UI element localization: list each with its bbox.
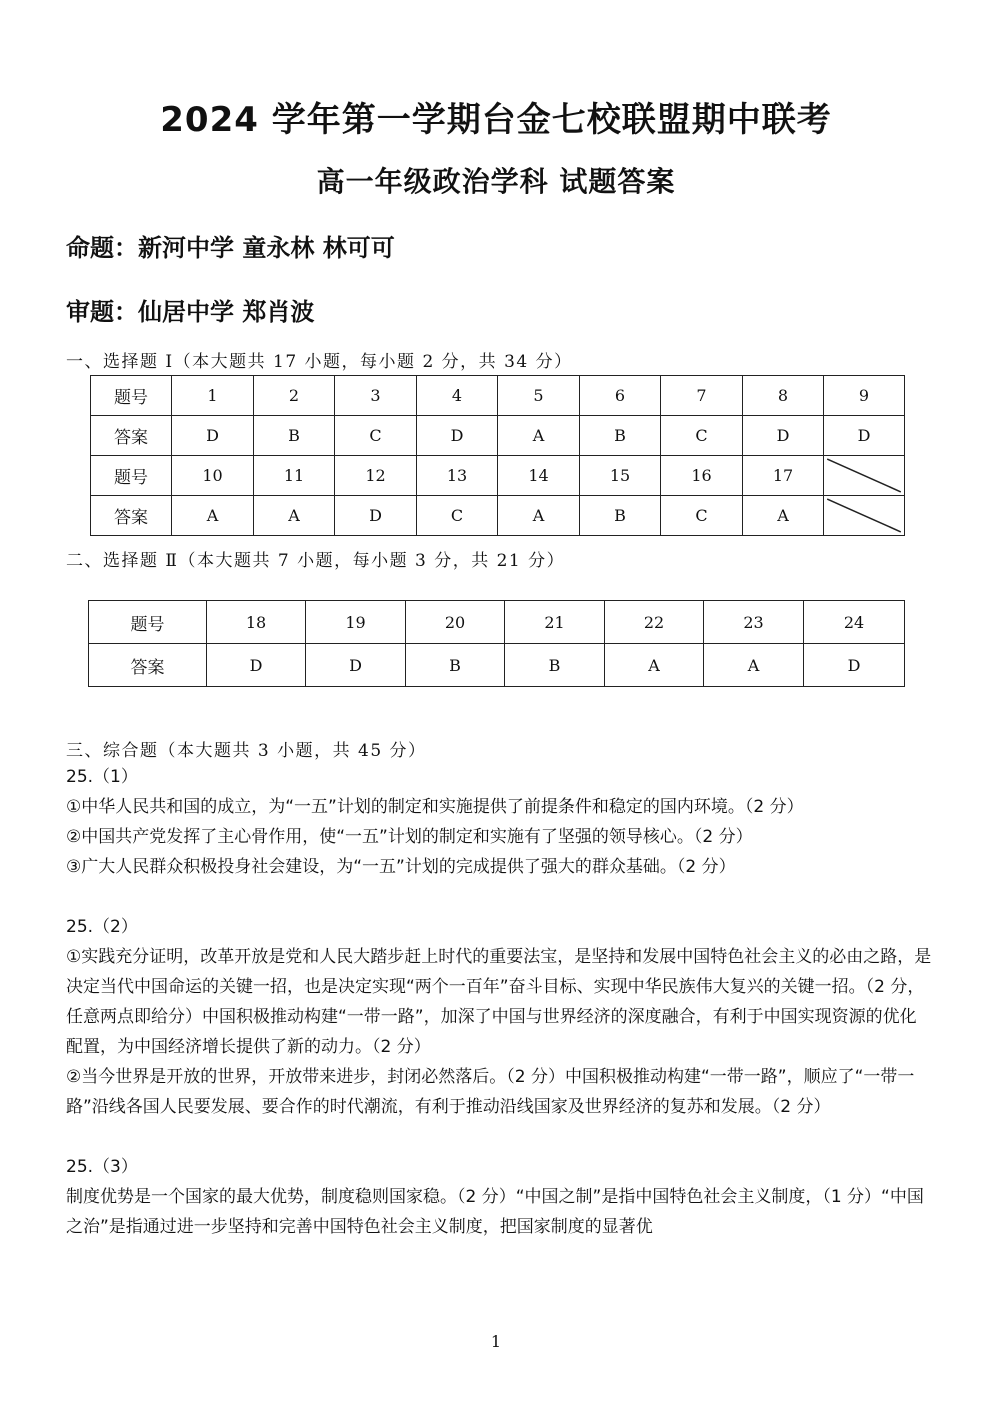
answer-cell: D <box>824 416 905 456</box>
question-number: 4 <box>417 376 498 416</box>
question-number: 12 <box>335 456 417 496</box>
question-number: 20 <box>406 601 505 644</box>
question-number: 7 <box>661 376 743 416</box>
answer-point: ①实践充分证明，改革开放是党和人民大踏步赶上时代的重要法宝，是坚持和发展中国特色社会主义的必由之路，是决定当代中国命运的关键一招，也是决定实现“两个一百年”奋斗目标、实现中华民族伟大复兴的关键一招。（2 分，任意两点即给分）中国积极推动构建“一带一路”，加深了中国与世界经济的深度融合，有利于中国实现资源的优化配置，为中国经济增长提供了新的动力。（2 分） <box>66 947 932 1057</box>
question-number: 15 <box>580 456 661 496</box>
answer-point: ③广大人民群众积极投身社会建设，为“一五”计划的完成提供了强大的群众基础。（2 分） <box>66 857 736 877</box>
question-number: 2 <box>254 376 335 416</box>
table-row <box>91 416 905 456</box>
section3-body <box>66 762 932 1242</box>
author-line: 命题：新河中学 童永林 林可可 <box>66 234 395 262</box>
page-number: 1 <box>490 1332 502 1351</box>
answer-cell: D <box>172 416 254 456</box>
answer-cell: B <box>505 644 605 687</box>
answer-table-2 <box>88 600 905 687</box>
answer-cell: C <box>661 416 743 456</box>
answer-cell: D <box>207 644 306 687</box>
answer-cell: B <box>406 644 505 687</box>
reviewer-line: 审题：仙居中学 郑肖波 <box>66 298 315 326</box>
empty-diagonal-cell <box>824 456 905 496</box>
answer-cell: D <box>804 644 905 687</box>
question-number: 3 <box>335 376 417 416</box>
row-label: 答案 <box>91 416 172 456</box>
question-number: 19 <box>306 601 406 644</box>
diagonal-line <box>824 456 904 495</box>
answer-cell: A <box>605 644 704 687</box>
answer-cell: D <box>335 496 417 536</box>
question-label: 25.（2） <box>66 917 138 937</box>
answer-cell: A <box>254 496 335 536</box>
section1-heading: 一、选择题 Ⅰ（本大题共 17 小题，每小题 2 分，共 34 分） <box>66 352 573 372</box>
table-row <box>89 601 905 644</box>
answer-cell: A <box>498 496 580 536</box>
answer-cell: B <box>580 416 661 456</box>
row-label: 答案 <box>89 644 207 687</box>
question-label: 25.（3） <box>66 1157 138 1177</box>
row-label: 题号 <box>89 601 207 644</box>
answer-cell: A <box>498 416 580 456</box>
document-title: 2024 学年第一学期台金七校联盟期中联考 <box>160 100 832 140</box>
question-number: 9 <box>824 376 905 416</box>
empty-diagonal-cell <box>824 496 905 536</box>
row-label: 题号 <box>91 376 172 416</box>
table-row <box>91 456 905 496</box>
answer-cell: B <box>254 416 335 456</box>
row-label: 答案 <box>91 496 172 536</box>
question-number: 13 <box>417 456 498 496</box>
question-number: 18 <box>207 601 306 644</box>
section2-heading: 二、选择题 Ⅱ（本大题共 7 小题，每小题 3 分，共 21 分） <box>66 551 566 571</box>
table-row <box>91 496 905 536</box>
answer-paragraph: 制度优势是一个国家的最大优势，制度稳则国家稳。（2 分）“中国之制”是指中国特色社会主义制度，（1 分）“中国之治”是指通过进一步坚持和完善中国特色社会主义制度，把国家制度的显著优 <box>66 1187 924 1237</box>
question-number: 16 <box>661 456 743 496</box>
answer-cell: C <box>417 496 498 536</box>
answer-cell: C <box>661 496 743 536</box>
answer-point: ①中华人民共和国的成立，为“一五”计划的制定和实施提供了前提条件和稳定的国内环境。（2 分） <box>66 797 804 817</box>
diagonal-line <box>824 496 904 535</box>
question-label: 25.（1） <box>66 767 138 787</box>
answer-point: ②中国共产党发挥了主心骨作用，使“一五”计划的制定和实施有了坚强的领导核心。（2 分） <box>66 827 753 847</box>
table-row <box>91 376 905 416</box>
question-number: 14 <box>498 456 580 496</box>
answer-cell: D <box>743 416 824 456</box>
question-number: 5 <box>498 376 580 416</box>
answer-cell: D <box>417 416 498 456</box>
answer-point: ②当今世界是开放的世界，开放带来进步，封闭必然落后。（2 分）中国积极推动构建“一带一路”，顺应了“一带一路”沿线各国人民要发展、要合作的时代潮流，有利于推动沿线国家及世界经济的复苏和发展。（2 分） <box>66 1067 915 1117</box>
question-number: 1 <box>172 376 254 416</box>
answer-cell: B <box>580 496 661 536</box>
question-number: 11 <box>254 456 335 496</box>
question-number: 8 <box>743 376 824 416</box>
question-number: 23 <box>704 601 804 644</box>
answer-cell: A <box>704 644 804 687</box>
question-number: 24 <box>804 601 905 644</box>
question-number: 22 <box>605 601 704 644</box>
question-number: 6 <box>580 376 661 416</box>
answer-cell: A <box>743 496 824 536</box>
answer-table-1 <box>90 375 905 536</box>
document-subtitle: 高一年级政治学科 试题答案 <box>316 165 676 198</box>
question-number: 21 <box>505 601 605 644</box>
row-label: 题号 <box>91 456 172 496</box>
table-row <box>89 644 905 687</box>
section3-heading: 三、综合题（本大题共 3 小题，共 45 分） <box>66 741 427 761</box>
answer-cell: A <box>172 496 254 536</box>
answer-cell: D <box>306 644 406 687</box>
question-number: 17 <box>743 456 824 496</box>
question-number: 10 <box>172 456 254 496</box>
answer-cell: C <box>335 416 417 456</box>
